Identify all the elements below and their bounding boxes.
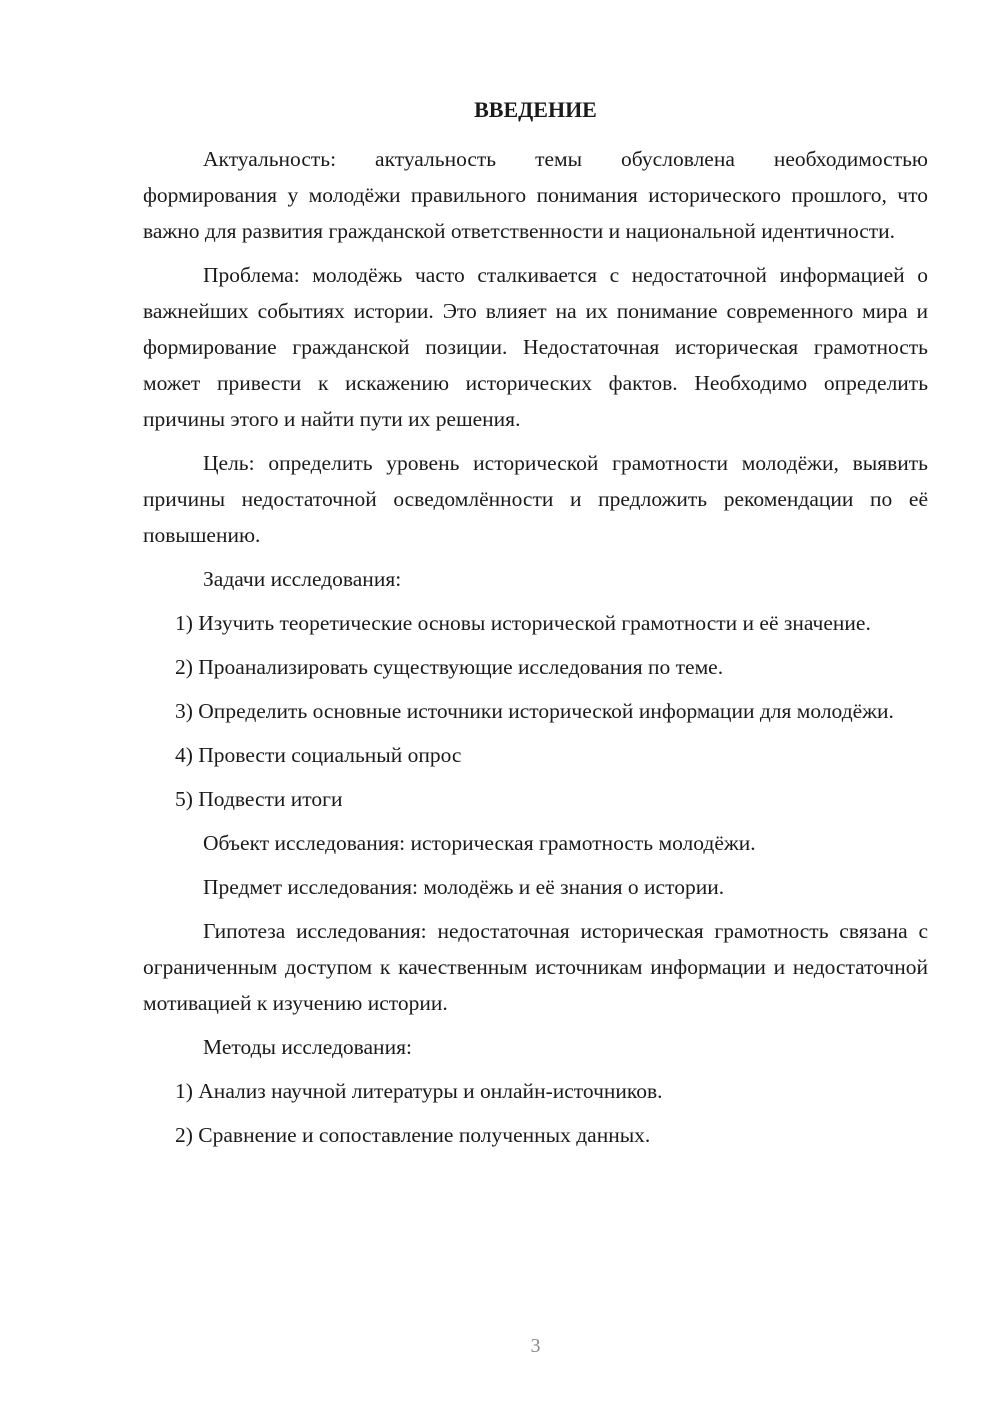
- paragraph-goal: Цель: определить уровень исторической грамотности молодёжи, выявить причины недостаточной осведомлённости и предложить рекомендации по её повышению.: [143, 451, 928, 547]
- paragraph-object: Объект исследования: историческая грамотность молодёжи.: [203, 831, 756, 855]
- paragraph-tasks-heading: Задачи исследования:: [203, 567, 402, 591]
- page-number: 3: [530, 1335, 541, 1357]
- paragraph-subject: Предмет исследования: молодёжь и её знания о истории.: [203, 875, 725, 899]
- document-body: [143, 141, 928, 1161]
- list-item-task-2: 2) Проанализировать существующие исследования по теме.: [175, 655, 724, 679]
- paragraph-methods-heading: Методы исследования:: [203, 1035, 412, 1059]
- paragraph-relevance: Актуальность: актуальность темы обусловлена необходимостью формирования у молодёжи правильного понимания исторического прошлого, что важно для развития гражданской ответственности и национальной идентичности.: [143, 147, 928, 243]
- section-heading: ВВЕДЕНИЕ: [474, 97, 597, 122]
- list-item-task-3: 3) Определить основные источники исторической информации для молодёжи.: [175, 699, 894, 723]
- list-item-method-2: 2) Сравнение и сопоставление полученных данных.: [175, 1123, 651, 1147]
- list-item-task-5: 5) Подвести итоги: [175, 787, 343, 811]
- paragraph-problem: Проблема: молодёжь часто сталкивается с недостаточной информацией о важнейших событиях истории. Это влияет на их понимание современного мира и формирование гражданской позиции. Недостаточная историческая грамотность может привести к искажению исторических фактов. Необходимо определить причины этого и найти пути их решения.: [143, 263, 928, 431]
- paragraph-hypothesis: Гипотеза исследования: недостаточная историческая грамотность связана с ограниченным доступом к качественным источникам информации и недостаточной мотивацией к изучению истории.: [143, 919, 928, 1015]
- list-item-task-1: 1) Изучить теоретические основы исторической грамотности и её значение.: [175, 611, 871, 635]
- list-item-task-4: 4) Провести социальный опрос: [175, 743, 462, 767]
- document-page: [143, 0, 928, 1414]
- list-item-method-1: 1) Анализ научной литературы и онлайн-источников.: [175, 1079, 663, 1103]
